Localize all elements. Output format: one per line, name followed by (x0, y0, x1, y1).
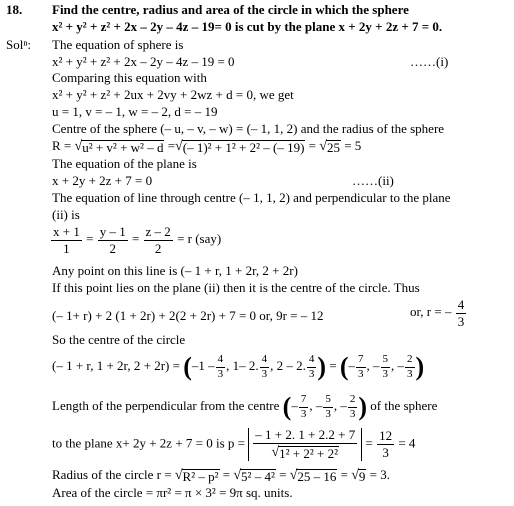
fraction: $\frac{7}{3}$ (358, 353, 364, 380)
circle-area: Area of the circle = πr² = π × 3² = 9π sq. units. (52, 485, 293, 500)
problem-number: 18. (6, 2, 23, 17)
radicand: u² + v² + w² – d (82, 140, 164, 155)
radical: √ 5² – 4² (233, 468, 275, 484)
fraction: $\frac{4}{3}$ (308, 353, 315, 380)
fraction: $\frac{12}{3}$ (379, 428, 393, 460)
radical: √ 1² + 2² + 2² (271, 444, 339, 461)
sol-line-10: The equation of line through centre (– 1, 1, 2) and perpendicular to the plane (52, 190, 451, 205)
sol-line-16: So the centre of the circle (52, 332, 186, 347)
equals: = (164, 138, 176, 153)
eq-tag-i: ……(i) (410, 54, 449, 69)
radical: √ 25 – 16 (289, 468, 337, 484)
sol-line-06: Centre of the sphere (– u, – v, – w) = (– 1, 1, 2) and the radius of the sphere (52, 121, 445, 136)
fraction: $\frac{2}{3}$ (407, 353, 413, 380)
problem-line-2: x² + y² + z² + 2x – 2y – 4z – 19= 0 is cut by the plane x + 2y + 2z + 7 = 0. (52, 19, 443, 34)
circle-radius: Radius of the circle r = √ R² – p² = √ 5² – 4² = √ 25 – 16 = √ 9 = 3. (52, 467, 390, 484)
fraction: – 1 + 2. 1 + 2.2 + 7 √ 1² + 2² + 2² (255, 427, 356, 461)
radical: √ (– 1)² + 1² + 2² – (– 19) (175, 139, 305, 155)
sol-line-07 (52, 139, 361, 155)
sol-line-02: x² + y² + z² + 2x – 2y – 4z – 19 = 0 (52, 54, 235, 69)
radical: √ u² + v² + w² – d (74, 139, 164, 155)
radical: √ 25 (319, 139, 340, 155)
radicand: 25 (326, 140, 340, 155)
equals: = (305, 138, 320, 153)
centre-of-circle: (– 1 + r, 1 + 2r, 2 + 2r) = (–1 – $\frac{4}{3}$ , 1– 2. $\frac{4}{3}$ , 2 – 2. $\frac{4}{3}$ ) = (– $\frac{7}{3}$ , – $\frac{5}{3}$ , – $\frac{2}{3}$ ) (52, 352, 425, 382)
fraction: $\frac{7}{3}$ (300, 393, 307, 420)
sol-line-09: x + 2y + 2z + 7 = 0 (52, 173, 153, 188)
sol-line-11: (ii) is (52, 207, 80, 222)
sol-line-03: Comparing this equation with (52, 70, 207, 85)
absolute-value (248, 428, 362, 461)
line-equation: $\frac{x + 1}{1}$ = $\frac{y - 1}{2}$ = $\frac{z - 2}{2}$ = r (say) (53, 224, 222, 256)
fraction: $\frac{5}{3}$ (325, 393, 331, 420)
fraction: $\frac{4}{3}$ (457, 297, 465, 329)
radicand: 1² + 2² + 2² (279, 445, 339, 461)
fraction: $\frac{5}{3}$ (382, 353, 389, 380)
sol-line-14: If this point lies on the plane (ii) then it is the centre of the circle. Thus (52, 280, 420, 295)
radical: √ R² – p² (174, 468, 219, 484)
perpendicular-length: Length of the perpendicular from the centre (– $\frac{7}{3}$ , – $\frac{5}{3}$ , – $\frac{2}{3}$ ) of the sphere (52, 392, 438, 422)
radical: √ 9 (351, 468, 366, 484)
r-value: or, r = – $\frac{4}{3}$ (410, 297, 465, 329)
fraction: $\frac{2}{3}$ (349, 393, 356, 420)
fraction: $\frac{x + 1}{1}$ (53, 224, 80, 256)
sol-line-05: u = 1, v = – 1, w = – 2, d = – 19 (52, 104, 218, 119)
fraction: $\frac{z - 2}{2}$ (145, 224, 171, 256)
sol-line-08: The equation of the plane is (52, 156, 197, 171)
radicand: (– 1)² + 1² + 2² – (– 19) (182, 140, 305, 155)
eq-tag-ii: ……(ii) (352, 173, 394, 188)
solution-label: Solⁿ: (6, 37, 32, 52)
sol-line-01: The equation of sphere is (52, 37, 184, 52)
fraction: $\frac{4}{3}$ (217, 353, 224, 380)
perpendicular-value: to the plane x+ 2y + 2z + 7 = 0 is p = – 1 + 2. 1 + 2.2 + 7 √ 1² + 2² + 2² = $\frac{12}{3}$ = 4 (52, 427, 416, 461)
problem-line-1: Find the centre, radius and area of the circle in which the sphere (52, 2, 409, 17)
fraction: $\frac{y - 1}{2}$ (99, 224, 126, 256)
sol-line-13: Any point on this line is (– 1 + r, 1 + 2r, 2 + 2r) (52, 263, 298, 278)
sol-line-04: x² + y² + z² + 2ux + 2vy + 2wz + d = 0, we get (52, 87, 294, 102)
radius-result: = 5 (340, 138, 362, 153)
sol-line-15: (– 1+ r) + 2 (1 + 2r) + 2(2 + 2r) + 7 = 0 or, 9r = – 12 (52, 308, 324, 323)
fraction: $\frac{4}{3}$ (261, 353, 268, 380)
radius-eq-lhs: R = (52, 138, 75, 153)
